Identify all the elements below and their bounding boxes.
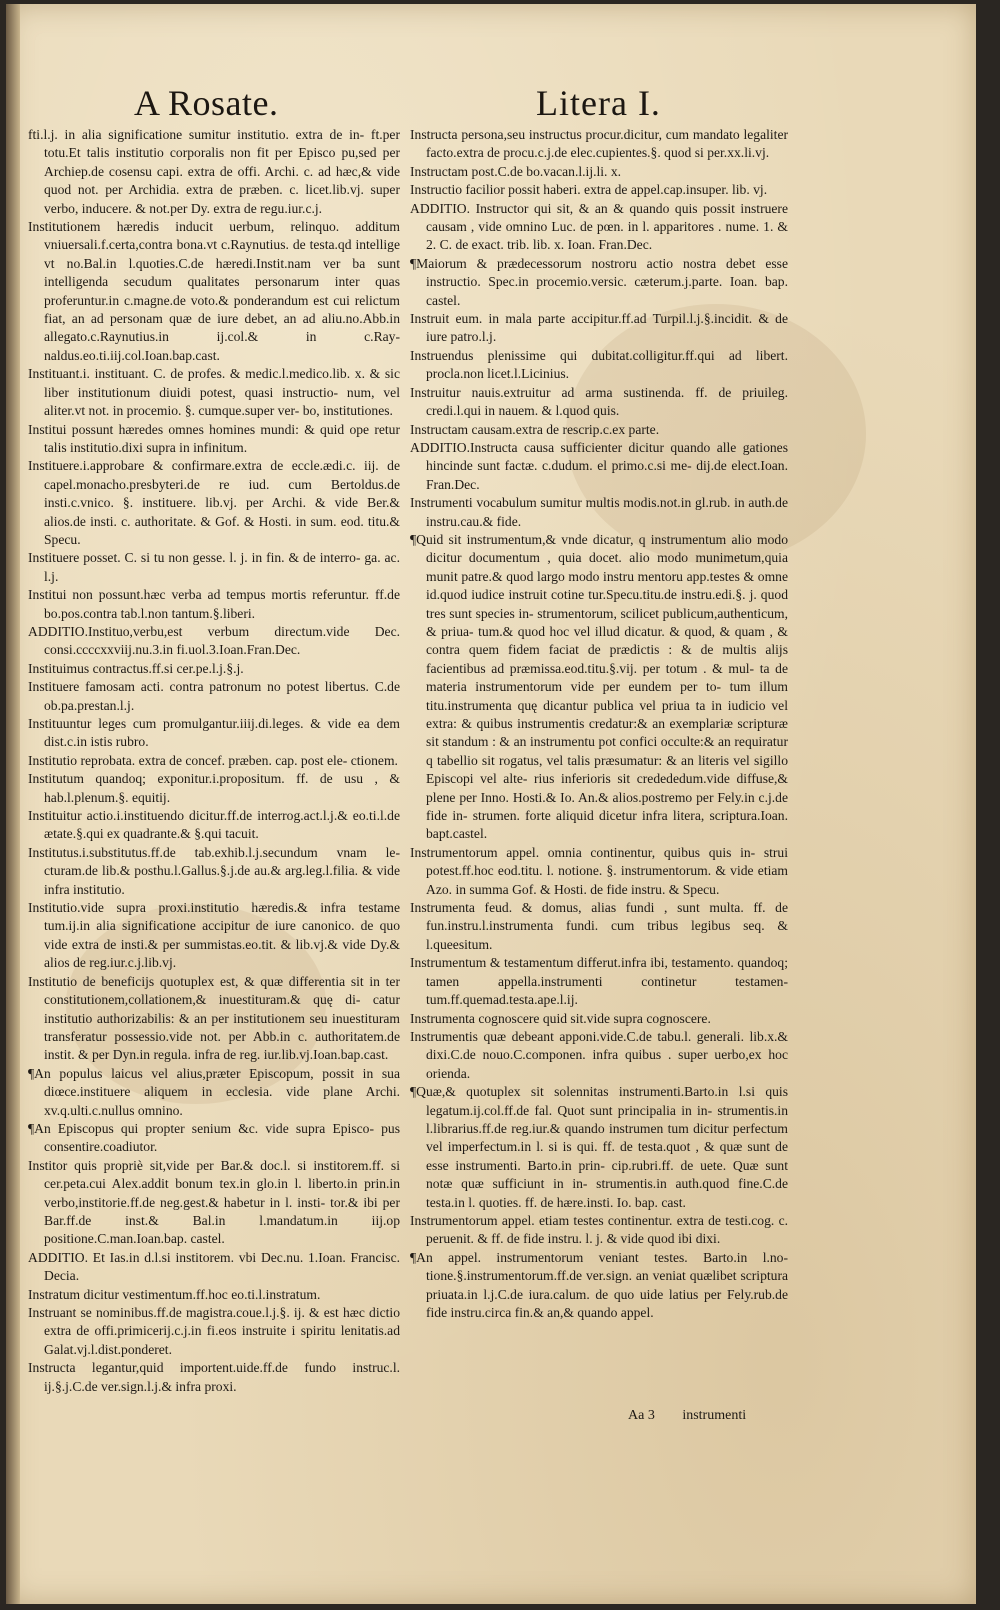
dictionary-entry: Instruant se nominibus.ff.de magistra.coue.l.j.§. ij. & est hæc dictio extra de offi.primicerij.c.j.in fi.eos instruite i spiritu lenitatis.ad Galat.vj.l.dist.ponderet. [28, 1305, 400, 1357]
dictionary-entry: fti.l.j. in alia significatione sumitur institutio. extra de in- ft.per totu.Et talis institutio corporalis non fit per Episco pu,sed per Archiep.de cosensu capi. extra de offi. Archi. c. ad hæc,& vide quod not. per Archidia. extra de præben. c. licet.lib.vj. super verbo, inducere. & not.per Dy. extra de regu.iur.c.j. [28, 127, 400, 216]
dictionary-entry: Institui possunt hæredes omnes homines mundi: & quid ope retur talis institutio.dixi supra in infinitum. [28, 421, 400, 455]
book-page [6, 4, 976, 1604]
dictionary-entry: ¶Maiorum & prædecessorum nostroru actio nostra debet esse instructio. Spec.in procemio.versic. cæterum.j.parte. Ioan. bap. castel. [410, 255, 788, 308]
dictionary-entry: Instrumenta feud. & domus, alias fundi , sunt multa. ff. de fun.instru.l.instrumenta fundi. cum tribus legibus seq. & l.queesitum. [410, 900, 788, 952]
dictionary-entry: Instratum dicitur vestimentum.ff.hoc eo.ti.l.instratum. [28, 1286, 321, 1302]
running-head-right: Litera I. [536, 83, 661, 123]
dictionary-entry: Instrumenta cognoscere quid sit.vide supra cognoscere. [410, 1010, 711, 1026]
dictionary-entry: Instructio facilior possit haberi. extra de appel.cap.insuper. lib. vj. [410, 182, 768, 198]
dictionary-entry: Institutio reprobata. extra de concef. præben. cap. post ele- ctionem. [28, 752, 398, 768]
page-gutter [6, 4, 20, 1604]
left-column [28, 126, 400, 1396]
dictionary-entry: Instrumenti vocabulum sumitur multis modis.not.in gl.rub. in auth.de instru.cau.& fide. [410, 495, 788, 529]
dictionary-entry: Instrumentis quæ debeant apponi.vide.C.de tabu.l. generali. lib.x.& dixi.C.de nouo.C.componen. infra quibus . super uerbo,ex hoc orienda. [410, 1028, 788, 1081]
dictionary-entry: Instrumentorum appel. etiam testes continentur. extra de testi.cog. c. peruenit. & ff. de fide instru. l. j. & vide quod ibi dixi. [410, 1212, 788, 1247]
dictionary-entry: Institutio de beneficijs quotuplex est, & quæ differentia sit in ter constitutionem,collationem,& inuestituram.& quę di- catur institutio authorizabilis: & an per institutionem seu inuestituram transferatur possessio.vide not. per Abb.in c. authoritatem.de instit. & per Dyn.in regula. infra de reg. iur.lib.vj.Ioan.bap.cast. [28, 973, 400, 1063]
dictionary-entry: ADDITIO.Instituo,verbu,est verbum directum.vide Dec. consi.ccccxxviij.nu.3.in fi.uol.3.Ioan.Fran.Dec. [28, 623, 400, 658]
right-column [410, 126, 788, 1322]
dictionary-entry: Institui non possunt.hæc verba ad tempus mortis referuntur. ff.de bo.pos.contra tab.l.non tantum.§.liberi. [28, 587, 400, 621]
dictionary-entry: ¶An appel. instrumentorum veniant testes. Barto.in l.no- tione.§.instrumentorum.ff.de ver.sign. an veniat quælibet scriptura priuata.in l.j.C.de iura.calum. de quo uide latius per Fely.rub.de fide instru.circa fin.& an,& quando appel. [410, 1249, 788, 1320]
dictionary-entry: ¶An Episcopus qui propter senium &c. vide supra Episco- pus consentire.coadiutor. [28, 1120, 400, 1155]
dictionary-entry: Institutus.i.substitutus.ff.de tab.exhib.l.j.secundum vnam le- cturam.de lib.& posthu.l.Gallus.§.j.de au.& arg.leg.l.filia. & vide infra institutio. [28, 844, 400, 897]
signature-mark: Aa 3 [628, 1408, 655, 1423]
dictionary-entry: Instructam post.C.de bo.vacan.l.ij.li. x. [410, 163, 622, 179]
dictionary-entry: ¶An populus laicus vel alius,præter Episcopum, possit in sua diœce.instituere aliquem in ecclesia. vide plane Archi. xv.q.ulti.c.nullus omnino. [28, 1065, 400, 1118]
dictionary-entry: Instituere famosam acti. contra patronum no potest libertus. C.de ob.pa.prestan.l.j. [28, 679, 400, 713]
dictionary-entry: Institutum quandoq; exponitur.i.propositum. ff. de usu , & hab.l.plenum.§. equitij. [28, 771, 400, 805]
dictionary-entry: ¶Quæ,& quotuplex sit solennitas instrumenti.Barto.in l.si quis legatum.ij.col.ff.de fal. Quot sunt principalia in in- strumentis.in l.librarius.ff.de reg.iur.& quando instrumen tum dicitur perfectum vel imperfectum.in l. si is qui. ff. de testa.quot , & quæ sunt de esse instrumenti. Barto.in prin- cip.rubri.ff. de uete. Quæ sunt notæ quæ sufficiunt in in- strumentis.in auth.quod fine.C.de testa.in l. quoties. ff. de hære.insti. Io. bap. cast. [410, 1084, 788, 1210]
dictionary-entry: Institutio.vide supra proxi.institutio hæredis.& infra testame tum.ij.in alia significatione accipitur de iure canonico. de quo vide extra de insti.& per summistas.eo.tit. & lib.vj.& vide Dy.& alios de reg.iur.c.j.lib.vj. [28, 900, 400, 971]
dictionary-entry: Institor quis propriè sit,vide per Bar.& doc.l. si institorem.ff. si cer.peta.cui Alex.addit bonum tex.in glo.in l. liberto.in prin.in verbo,institorie.ff.de neg.gest.& habetur in l. insti- tor.& ibi per Bar.ff.de inst.& Bal.in l.mandatum.in iij.op positione.C.man.Ioan.bap. castel. [28, 1157, 400, 1247]
dictionary-entry: Instituuntur leges cum promulgantur.iiij.di.leges. & vide ea dem dist.c.in istis rubro. [28, 716, 400, 750]
dictionary-entry: Instructa persona,seu instructus procur.dicitur, cum mandato legaliter facto.extra de procu.c.j.de elec.cupientes.§. quod si per.xx.li.vj. [410, 127, 788, 161]
dictionary-entry: Instituere posset. C. si tu non gesse. l. j. in fin. & de interro- ga. ac. l.j. [28, 550, 400, 584]
dictionary-entry: Instruendus plenissime qui dubitat.colligitur.ff.qui ad libert. procla.non licet.l.Licinius. [410, 347, 788, 382]
dictionary-entry: Instructa legantur,quid importent.uide.ff.de fundo instruc.l. ij.§.j.C.de ver.sign.l.j.& infra proxi. [28, 1360, 400, 1394]
dictionary-entry: ¶Quid sit instrumentum,& vnde dicatur, q instrumentum alio modo dicitur documentum , quia docet. alio modo munimetum,quia munit patre.& quod largo modo instru mentoru app.testes & omne id.quod iudice instruit cotine tur.Specu.titu.de instru.edi.§. j. quod tres sunt species in- strumentorum, scilicet publicum,authenticum, & priua- tum.& quod hoc vel illud dicatur. & quod, & quam , & contra quem fidem faciat de prædictis : & de multis alijs facientibus ad præmissa.eod.titu.§.vij. per totum . & mul- ta de materia instrumentorum vide per eundem per to- tum illum titu.instrumenta quę dicantur publica vel priua ta in iudicio vel extra: & quibus instrumentis credatur:& an exemplariæ scripturæ sit standum : & an instrumentu pot confici occulte:& an requiratur q tabellio sit rogatus, vel talis præsumatur: & an literis vel sigillo Episcopi vel alte- rius inferioris sit credededum.vide diffuse,& plene per Inno. Hosti.& Io. An.& alios.postremo per Fely.in c.j.de fide in- strumen. forte aliquid dicetur infra litera, scriptura.Ioan. bapt.castel. [410, 531, 788, 842]
dictionary-entry: Instrumentorum appel. omnia continentur, quibus quis in- strui potest.ff.hoc eod.titu. l. notione. §. instrumentorum. & vide etiam Azo. in summa Gof. & Hosti. de fide instru. & Specu. [410, 844, 788, 897]
dictionary-entry: Instituimus contractus.ff.si cer.pe.l.j.§.j. [28, 660, 244, 676]
dictionary-entry: Instruitur nauis.extruitur ad arma sustinenda. ff. de priuileg. credi.l.qui in nauem. & l.quod quis. [410, 384, 788, 419]
dictionary-entry: ADDITIO.Instructa causa sufficienter dicitur quando alle gationes hincinde sunt factæ. c.dudum. el primo.c.si me- dij.de elect.Ioan. Fran.Dec. [410, 439, 788, 492]
page-header [6, 74, 976, 134]
dictionary-entry: Instrumentum & testamentum differut.infra ibi, testamento. quandoq; tamen appella.instrumenti continetur testamen- tum.ff.quemad.testa.ape.l.ij. [410, 955, 788, 1008]
dictionary-entry: Institutionem hæredis inducit uerbum, relinquo. additum vniuersali.f.certa,contra bona.vt c.Raynutius. de testa.qd intellige vt no.Bal.in l.quoties.C.de hæredi.Instit.nam ver ba sunt intelligenda secudum qualitates personarum inter quas proferuntur.in c.magne.de voto.& ponderandum est cui relictum fiat, an ad personam quæ de iure debet, an ad aliu.no.Abb.in allegato.c.Raynutius.in ij.col.& in c.Ray- naldus.eo.ti.iij.col.Ioan.bap.cast. [28, 219, 400, 363]
dictionary-entry: Instructam causam.extra de rescrip.c.ex parte. [410, 421, 660, 437]
dictionary-entry: ADDITIO. Et Ias.in d.l.si institorem. vbi Dec.nu. 1.Ioan. Francisc. Decia. [28, 1249, 400, 1284]
dictionary-entry: Instituere.i.approbare & confirmare.extra de eccle.ædi.c. iij. de capel.monacho.presbyteri.de re iud. cum Bertoldus.de insti.c.vnico. §. instituere. lib.vj. per Archi. & vide Ber.& alios.de insti. c. authoritate. & Gof. & Hosti. in sum. eod. titu.& Specu. [28, 458, 400, 547]
running-head-left: A Rosate. [134, 83, 279, 123]
page-footer [628, 1408, 770, 1424]
dictionary-entry: Instituitur actio.i.instituendo dicitur.ff.de interrog.act.l.j.& eo.ti.l.de ætate.§.qui ex quadrante.& §.qui tacuit. [28, 808, 400, 842]
dictionary-entry: ADDITIO. Instructor qui sit, & an & quando quis possit instruere causam , vide omnino Luc. de pœn. in l. apparitores . nume. 1. & 2. C. de exact. trib. lib. x. Ioan. Fran.Dec. [410, 200, 788, 253]
dictionary-entry: Instruit eum. in mala parte accipitur.ff.ad Turpil.l.j.§.incidit. & de iure patro.l.j. [410, 311, 788, 345]
catchword: instrumenti [682, 1408, 747, 1423]
dictionary-entry: Instituant.i. instituant. C. de profes. & medic.l.medico.lib. x. & sic liber institutionum diuidi potest, quasi instructio- num, vel aliter.vt not. in procemio. §. cumque.super ver- bo, institutiones. [28, 366, 400, 419]
